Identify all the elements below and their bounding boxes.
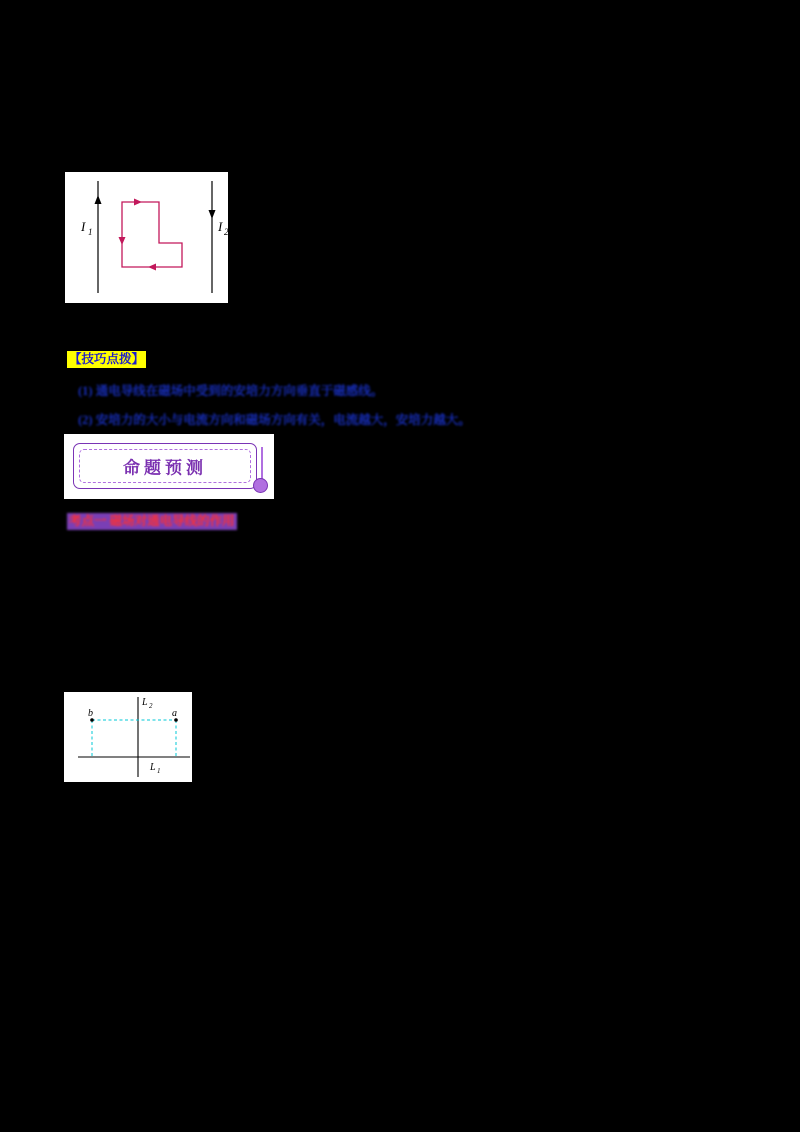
- label-b: b: [88, 708, 93, 719]
- label-L2: L: [142, 697, 148, 708]
- label-I2-sub: 2: [224, 227, 229, 237]
- section-heading: 考点一 磁场对通电导线的作用: [69, 514, 235, 528]
- tip-line-2: (2) 安培力的大小与电流方向和磁场方向有关，电流越大，安培力越大。: [78, 413, 471, 427]
- banner-outer-border: [73, 443, 257, 489]
- prediction-banner: [64, 434, 274, 499]
- label-I1: I: [81, 219, 86, 234]
- figure-two-wires-loop: [64, 171, 229, 304]
- label-L1-sub: 1: [157, 767, 161, 775]
- label-I1-sub: 1: [88, 227, 93, 237]
- figure-coordinate-axes: [64, 692, 192, 782]
- label-L1: L: [150, 762, 156, 773]
- figure-one-svg: [64, 171, 229, 304]
- banner-title: 命题预测: [123, 458, 207, 478]
- label-L2-sub: 2: [149, 702, 153, 710]
- label-I2: I: [218, 219, 223, 234]
- banner-knob-icon: [253, 478, 268, 493]
- tip-line-1: (1) 通电导线在磁场中受到的安培力方向垂直于磁感线。: [78, 384, 384, 398]
- tips-heading: 【技巧点拨】: [69, 352, 145, 366]
- figure-two-svg: [64, 692, 192, 782]
- label-a: a: [172, 708, 177, 719]
